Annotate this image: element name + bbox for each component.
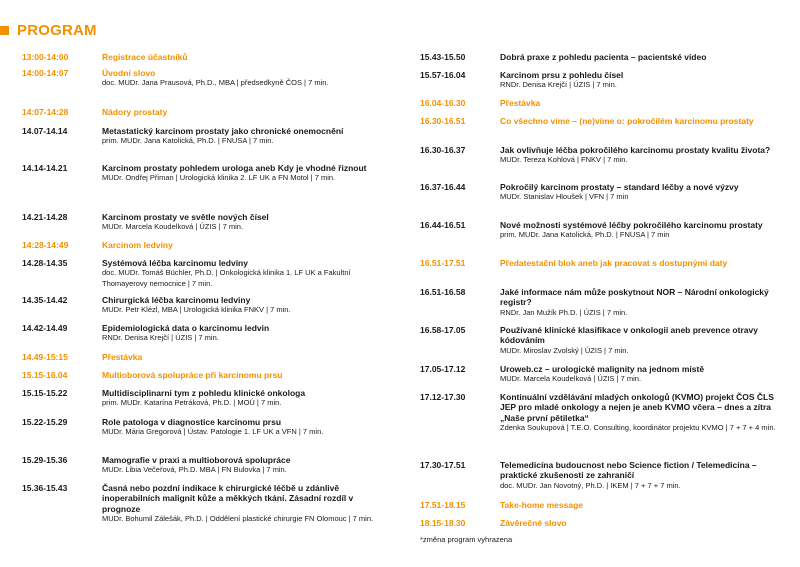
session-title: Metastatický karcinom prostaty jako chronické onemocnění — [102, 126, 344, 136]
session-time: 16.51-17.51 — [420, 258, 466, 268]
session-time: 16.51-16.58 — [420, 287, 466, 297]
session-time: 15.57-16.04 — [420, 70, 466, 80]
program-entry — [22, 126, 382, 147]
session-body — [500, 145, 790, 166]
session-body — [500, 460, 790, 491]
session-body — [500, 518, 790, 528]
page-title: PROGRAM — [17, 21, 97, 39]
program-entry — [22, 107, 382, 117]
session-body — [102, 68, 382, 89]
session-speaker: RNDr. Denisa Krejčí | ÚZIS | 7 min. — [500, 80, 617, 90]
session-body — [500, 116, 790, 126]
session-time: 14.35-14.42 — [22, 295, 68, 305]
session-time: 13:00-14:00 — [22, 52, 69, 62]
session-title: Nádory prostaty — [102, 107, 168, 117]
session-title: Epidemiologická data o karcinomu ledvin — [102, 323, 270, 333]
session-time: 14.49-15:15 — [22, 352, 68, 362]
session-title: Karcinom ledviny — [102, 240, 173, 250]
session-speaker: doc. MUDr. Jan Novotný, Ph.D. | IKEM | 7 + 7 + 7 min. — [500, 480, 681, 490]
session-speaker: prim. MUDr. Katarína Petráková, Ph.D. | MOÚ | 7 min. — [102, 398, 282, 408]
program-entry — [22, 163, 382, 184]
session-title: Předatestační blok aneb jak pracovat s dostupnými daty — [500, 258, 728, 268]
footnote: *změna program vyhrazena — [420, 535, 513, 544]
program-entry — [22, 240, 382, 250]
session-speaker: MUDr. Petr Klézl, MBA | Urologická klinika FNKV | 7 min. — [102, 305, 291, 315]
session-title: Multioborová spolupráce při karcinomu prsu — [102, 370, 283, 380]
session-body — [102, 370, 382, 380]
session-time: 14:00-14:07 — [22, 68, 69, 78]
session-title: Přestávka — [102, 352, 143, 362]
session-time: 17.30-17.51 — [420, 460, 466, 470]
program-entry — [22, 295, 382, 316]
session-speaker: Zdenka Soukupová | T.E.O. Consulting, koordinátor projektu KVMO | 7 + 7 + 4 min. — [500, 422, 776, 432]
session-title: Jak ovlivňuje léčba pokročilého karcinomu prostaty kvalitu života? — [500, 145, 771, 155]
session-time: 17.51-18.15 — [420, 500, 466, 510]
session-title: Karcinom prsu z pohledu čísel — [500, 70, 624, 80]
session-body — [102, 323, 382, 344]
session-speaker: RNDr. Jan Mužík Ph.D. | ÚZIS | 7 min. — [500, 307, 628, 317]
session-body — [102, 295, 382, 316]
session-body — [500, 52, 790, 62]
session-title: Role patologa v diagnostice karcinomu prsu — [102, 417, 282, 427]
session-title: Co všechno víme – (ne)víme o: pokročilém karcinomu prostaty — [500, 116, 754, 126]
session-title: Nové možnosti systémové léčby pokročilého karcinomu prostaty — [500, 220, 763, 230]
session-time: 16.58-17.05 — [420, 325, 466, 335]
session-time: 14.42-14.49 — [22, 323, 68, 333]
session-time: 18.15-18.30 — [420, 518, 466, 528]
session-time: 14:07-14:28 — [22, 107, 69, 117]
session-body — [102, 258, 382, 289]
session-speaker: MUDr. Mária Gregorová | Ústav. Patologie 1. LF UK a VFN | 7 min. — [102, 427, 324, 437]
session-title: Mamografie v praxi a multioborová spolupráce — [102, 455, 291, 465]
session-speaker: prim. MUDr. Jana Katolická, Ph.D. | FNUSA | 7 min. — [102, 136, 274, 146]
session-title: Registrace účastníků — [102, 52, 188, 62]
session-speaker: doc. MUDr. Tomáš Büchler, Ph.D. | Onkologická klinika 1. LF UK a Fakultní Thomayerovy nemocnice | 7 min. — [102, 268, 351, 288]
header-accent-bar — [0, 26, 9, 35]
session-body — [500, 98, 790, 108]
session-body — [102, 483, 382, 524]
session-body — [500, 500, 790, 510]
session-body — [102, 417, 382, 438]
program-entry — [420, 52, 790, 62]
session-body — [102, 163, 382, 184]
session-speaker: MUDr. Marcela Koudelková | ÚZIS | 7 min. — [500, 374, 642, 384]
program-entry — [420, 518, 790, 528]
session-time: 17.12-17.30 — [420, 392, 466, 402]
session-time: 16.04-16.30 — [420, 98, 466, 108]
session-speaker: MUDr. Ondřej Přiman | Urologická klinika 2. LF UK a FN Motol | 7 min. — [102, 173, 336, 183]
program-entry — [22, 417, 382, 438]
session-title: Časná nebo pozdní indikace k chirurgické léčbě u zdánlivě inoperabilních malignit kůže a měkkých tkání. Zásadní rozdíl v prognoze — [102, 483, 354, 514]
program-entry — [420, 258, 790, 268]
program-entry — [420, 70, 790, 91]
session-time: 15.36-15.43 — [22, 483, 68, 493]
session-speaker: MUDr. Tereza Kohlová | FNKV | 7 min. — [500, 155, 628, 165]
program-entry — [22, 455, 382, 476]
session-time: 16.30-16.51 — [420, 116, 466, 126]
session-title: Dobrá praxe z pohledu pacienta – pacientské video — [500, 52, 707, 62]
program-entry — [420, 460, 790, 491]
session-title: Používané klinické klasifikace v onkologii aneb prevence otravy kódováním — [500, 325, 758, 346]
session-body — [500, 392, 790, 433]
program-entry — [420, 145, 790, 166]
session-body — [102, 352, 382, 362]
session-body — [500, 220, 790, 241]
program-entry — [22, 68, 382, 89]
session-body — [500, 364, 790, 385]
session-speaker: MUDr. Marcela Koudelková | ÚZIS | 7 min. — [102, 222, 244, 232]
program-entry — [22, 483, 382, 524]
session-time: 15.29-15.36 — [22, 455, 68, 465]
session-body — [500, 182, 790, 203]
program-entry — [420, 220, 790, 241]
program-entry — [420, 182, 790, 203]
program-entry — [420, 325, 790, 356]
program-entry — [420, 500, 790, 510]
program-entry — [22, 212, 382, 233]
session-time: 14.21-14.28 — [22, 212, 68, 222]
session-title: Karcinom prostaty ve světle nových čísel — [102, 212, 269, 222]
program-entry — [22, 323, 382, 344]
program-entry — [22, 370, 382, 380]
session-time: 14.28-14.35 — [22, 258, 68, 268]
session-body — [500, 258, 790, 268]
session-time: 15.15-15.22 — [22, 388, 68, 398]
session-title: Pokročilý karcinom prostaty – standard léčby a nové výzvy — [500, 182, 739, 192]
session-time: 14:28-14:49 — [22, 240, 69, 250]
program-entry — [22, 258, 382, 289]
program-header — [0, 20, 97, 40]
session-speaker: MUDr. Libia Večeřová, Ph.D. MBA | FN Bulovka | 7 min. — [102, 465, 287, 475]
session-time: 16.30-16.37 — [420, 145, 466, 155]
session-time: 15.43-15.50 — [420, 52, 466, 62]
session-body — [500, 70, 790, 91]
session-title: Chirurgická léčba karcinomu ledviny — [102, 295, 251, 305]
session-body — [102, 212, 382, 233]
session-title: Závěrečné slovo — [500, 518, 567, 528]
session-speaker: RNDr. Denisa Krejčí | ÚZIS | 7 min. — [102, 333, 219, 343]
session-title: Uroweb.cz – urologické malignity na jednom místě — [500, 364, 705, 374]
session-body — [102, 52, 382, 62]
session-title: Systémová léčba karcinomu ledviny — [102, 258, 248, 268]
program-entry — [420, 116, 790, 126]
session-title: Telemedicína budoucnost nebo Science fiction / Telemedicína – praktické zkušenosti ze zahraničí — [500, 460, 757, 481]
session-body — [102, 388, 382, 409]
session-speaker: MUDr. Stanislav Hloušek | VFN | 7 min — [500, 192, 629, 202]
session-body — [500, 287, 790, 318]
session-speaker: doc. MUDr. Jana Prausová, Ph.D., MBA | předsedkyně ČOS | 7 min. — [102, 78, 329, 88]
session-time: 15.15-16.04 — [22, 370, 68, 380]
session-body — [102, 240, 382, 250]
program-entry — [420, 364, 790, 385]
session-title: Úvodní slovo — [102, 68, 156, 78]
session-title: Karcinom prostaty pohledem urologa aneb Kdy je vhodné řiznout — [102, 163, 367, 173]
session-time: 16.37-16.44 — [420, 182, 466, 192]
program-entry — [22, 52, 382, 62]
session-speaker: prim. MUDr. Jana Katolická, Ph.D. | FNUSA | 7 min — [500, 230, 670, 240]
program-entry — [420, 98, 790, 108]
session-body — [102, 107, 382, 117]
session-time: 15.22-15.29 — [22, 417, 68, 427]
session-time: 14.07-14.14 — [22, 126, 68, 136]
program-entry — [420, 392, 790, 433]
session-time: 14.14-14.21 — [22, 163, 68, 173]
session-body — [102, 455, 382, 476]
program-entry — [22, 388, 382, 409]
session-title: Take-home message — [500, 500, 583, 510]
program-entry — [22, 352, 382, 362]
program-entry — [420, 287, 790, 318]
session-title: Kontinuální vzdělávání mladých onkologů (KVMO) projekt ČOS ČLS JEP pro mladé onkology a nejen je aneb KVMO včera – dnes a zítra „Naše první pětiletka“ — [500, 392, 774, 423]
session-time: 17.05-17.12 — [420, 364, 466, 374]
session-title: Jaké informace nám může poskytnout NOR – Národní onkologický registr? — [500, 287, 769, 308]
session-time: 16.44-16.51 — [420, 220, 466, 230]
session-body — [500, 325, 790, 356]
session-speaker: MUDr. Bohumil Zálešák, Ph.D. | Oddělení plastické chirurgie FN Olomouc | 7 min. — [102, 513, 374, 523]
session-title: Přestávka — [500, 98, 541, 108]
session-speaker: MUDr. Miroslav Zvolský | ÚZIS | 7 min. — [500, 345, 629, 355]
session-title: Multidisciplinarni tym z pohledu klinické onkologa — [102, 388, 306, 398]
session-body — [102, 126, 382, 147]
